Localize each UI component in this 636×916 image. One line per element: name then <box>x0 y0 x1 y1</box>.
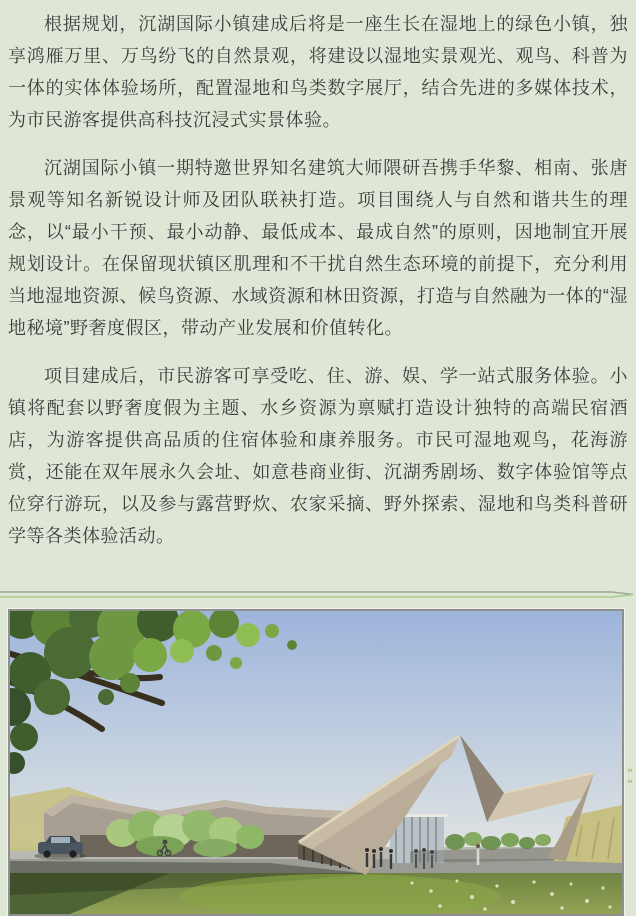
paragraph-designers: 沉湖国际小镇一期特邀世界知名建筑大师隈研吾携手华黎、相南、张唐景观等知名新锐设计师及团队联袂打造。项目围绕人与自然和谐共生的理念，以“最小干预、最小动静、最低成本、最成自然”的原则，因地制宜开展规划设计。在保留现状镇区肌理和不干扰自然生态环境的前提下，充分利用当地湿地资源、候鸟资源、水域资源和林田资源，打造与自然融为一体的“湿地秘境”野奢度假区，带动产业发展和价值转化。 <box>8 158 628 338</box>
paragraph-overview: 根据规划，沉湖国际小镇建成后将是一座生长在湿地上的绿色小镇，独享鸿雁万里、万鸟纷飞的自然景观，将建设以湿地实景观光、观鸟、科普为一体的实体体验场所，配置湿地和鸟类数字展厅，结合先进的多媒体技术，为市民游客提供高科技沉浸式实景体验。 <box>8 14 628 130</box>
margin-quote-marks: “ “ <box>627 767 633 790</box>
architecture-rendering-image <box>8 609 624 916</box>
divider-rule <box>0 590 636 599</box>
paragraph-experience: 项目建成后，市民游客可享受吃、住、游、娱、学一站式服务体验。小镇将配套以野奢度假为主题、水乡资源为禀赋打造设计独特的高端民宿酒店，为游客提供高品质的住宿体验和康养服务。市民可湿地观鸟，花海游赏，还能在双年展永久会址、如意巷商业街、沉湖秀剧场、数字体验馆等点位穿行游玩，以及参与露营野炊、农家采摘、野外探索、湿地和鸟类科普研学等各类体验活动。 <box>8 366 628 546</box>
section-divider <box>0 586 636 595</box>
wetland-visitor-center-rendering <box>10 611 622 914</box>
